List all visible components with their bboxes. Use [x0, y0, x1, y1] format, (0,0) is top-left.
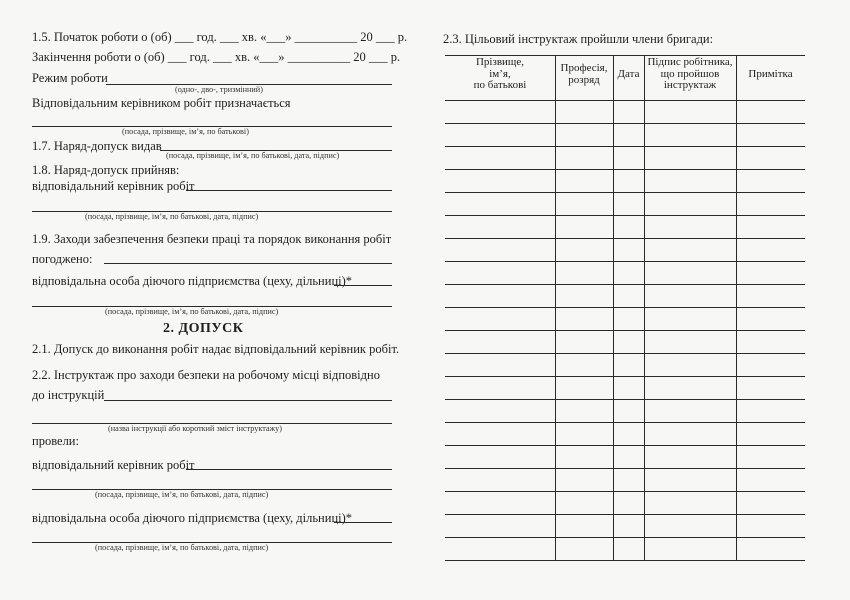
table-row[interactable] [445, 100, 805, 101]
table-row[interactable] [445, 560, 805, 561]
agreed-label: погоджено: [32, 252, 93, 266]
conducted-label: провели: [32, 434, 79, 448]
table-row[interactable] [445, 123, 805, 124]
briefing-text: 2.2. Інструктаж про заходи безпеки на робочому місці відповідно [32, 368, 380, 382]
table-row[interactable] [445, 468, 805, 469]
work-start-line: 1.5. Початок роботи о (об) ___ год. ___ хв. «___» __________ 20 ___ р. [32, 30, 408, 44]
table-row[interactable] [445, 422, 805, 423]
table-row[interactable] [445, 491, 805, 492]
permit-accepted-label: 1.8. Наряд-допуск прийняв: [32, 163, 180, 177]
table-row[interactable] [445, 537, 805, 538]
caption-full-2: (посада, прізвище, ім’я, по батькові, дата, підпис) [85, 212, 259, 221]
table-row[interactable] [445, 445, 805, 446]
agreed-field[interactable] [104, 263, 392, 264]
caption-position-name: (посада, прізвище, ім’я, по батькові) [122, 127, 249, 136]
column-header-name: Прізвище, ім’я, по батькові [473, 56, 527, 91]
table-row[interactable] [445, 330, 805, 331]
caption-instruction: (назва інструкції або короткий зміст інструктажу) [108, 424, 282, 433]
responsible-appointed-label: Відповідальним керівником робіт призначається [32, 96, 291, 110]
table-row[interactable] [445, 146, 805, 147]
responsible-person-label-1: відповідальна особа діючого підприємства (цеху, дільниці)* [32, 274, 353, 288]
responsible-person-field-2a[interactable] [334, 522, 392, 523]
table-row[interactable] [445, 261, 805, 262]
work-end-line: Закінчення роботи о (об) ___ год. ___ хв. «___» __________ 20 ___ р. [32, 50, 401, 64]
table-row[interactable] [445, 215, 805, 216]
responsible-manager-field-2[interactable] [186, 469, 392, 470]
responsible-manager-field-1[interactable] [186, 190, 392, 191]
column-header-date: Дата [617, 68, 640, 80]
column-header-profession: Професія, розряд [560, 62, 608, 86]
table-row[interactable] [445, 192, 805, 193]
caption-full-5: (посада, прізвище, ім’я, по батькові, дата, підпис) [95, 543, 269, 552]
to-instructions-label: до інструкцій [32, 388, 105, 402]
responsible-person-field-1a[interactable] [334, 285, 392, 286]
table-row[interactable] [445, 307, 805, 308]
caption-full-4: (посада, прізвище, ім’я, по батькові, дата, підпис) [95, 490, 269, 499]
safety-measures-label: 1.9. Заходи забезпечення безпеки праці та порядок виконання робіт [32, 232, 392, 246]
responsible-manager-label-2: відповідальний керівник робіт [32, 458, 195, 472]
table-row[interactable] [445, 399, 805, 400]
briefing-table [445, 55, 805, 560]
column-header-signature: Підпис робітника, що пройшов інструктаж [647, 56, 733, 91]
work-mode-caption: (одно-, дво-, тризмінний) [175, 85, 263, 94]
table-row[interactable] [445, 238, 805, 239]
right-page [425, 0, 850, 600]
table-row[interactable] [445, 284, 805, 285]
responsible-manager-label-1: відповідальний керівник робіт [32, 179, 195, 193]
briefing-table-title: 2.3. Цільовий інструктаж пройшли члени бригади: [443, 32, 714, 46]
instructions-field-1[interactable] [104, 400, 392, 401]
column-header-note: Примітка [748, 68, 793, 80]
permit-issued-label: 1.7. Наряд-допуск видав [32, 139, 162, 153]
responsible-person-label-2: відповідальна особа діючого підприємства (цеху, дільниці)* [32, 511, 353, 525]
table-row[interactable] [445, 376, 805, 377]
caption-full-1: (посада, прізвище, ім’я, по батькові, дата, підпис) [166, 151, 340, 160]
admission-text: 2.1. Допуск до виконання робіт надає відповідальний керівник робіт. [32, 342, 400, 356]
section-2-title: 2. ДОПУСК [163, 321, 244, 336]
caption-full-3: (посада, прізвище, ім’я, по батькові, дата, підпис) [105, 307, 279, 316]
table-row[interactable] [445, 353, 805, 354]
table-row[interactable] [445, 169, 805, 170]
table-row[interactable] [445, 514, 805, 515]
work-mode-label: Режим роботи [32, 71, 108, 85]
